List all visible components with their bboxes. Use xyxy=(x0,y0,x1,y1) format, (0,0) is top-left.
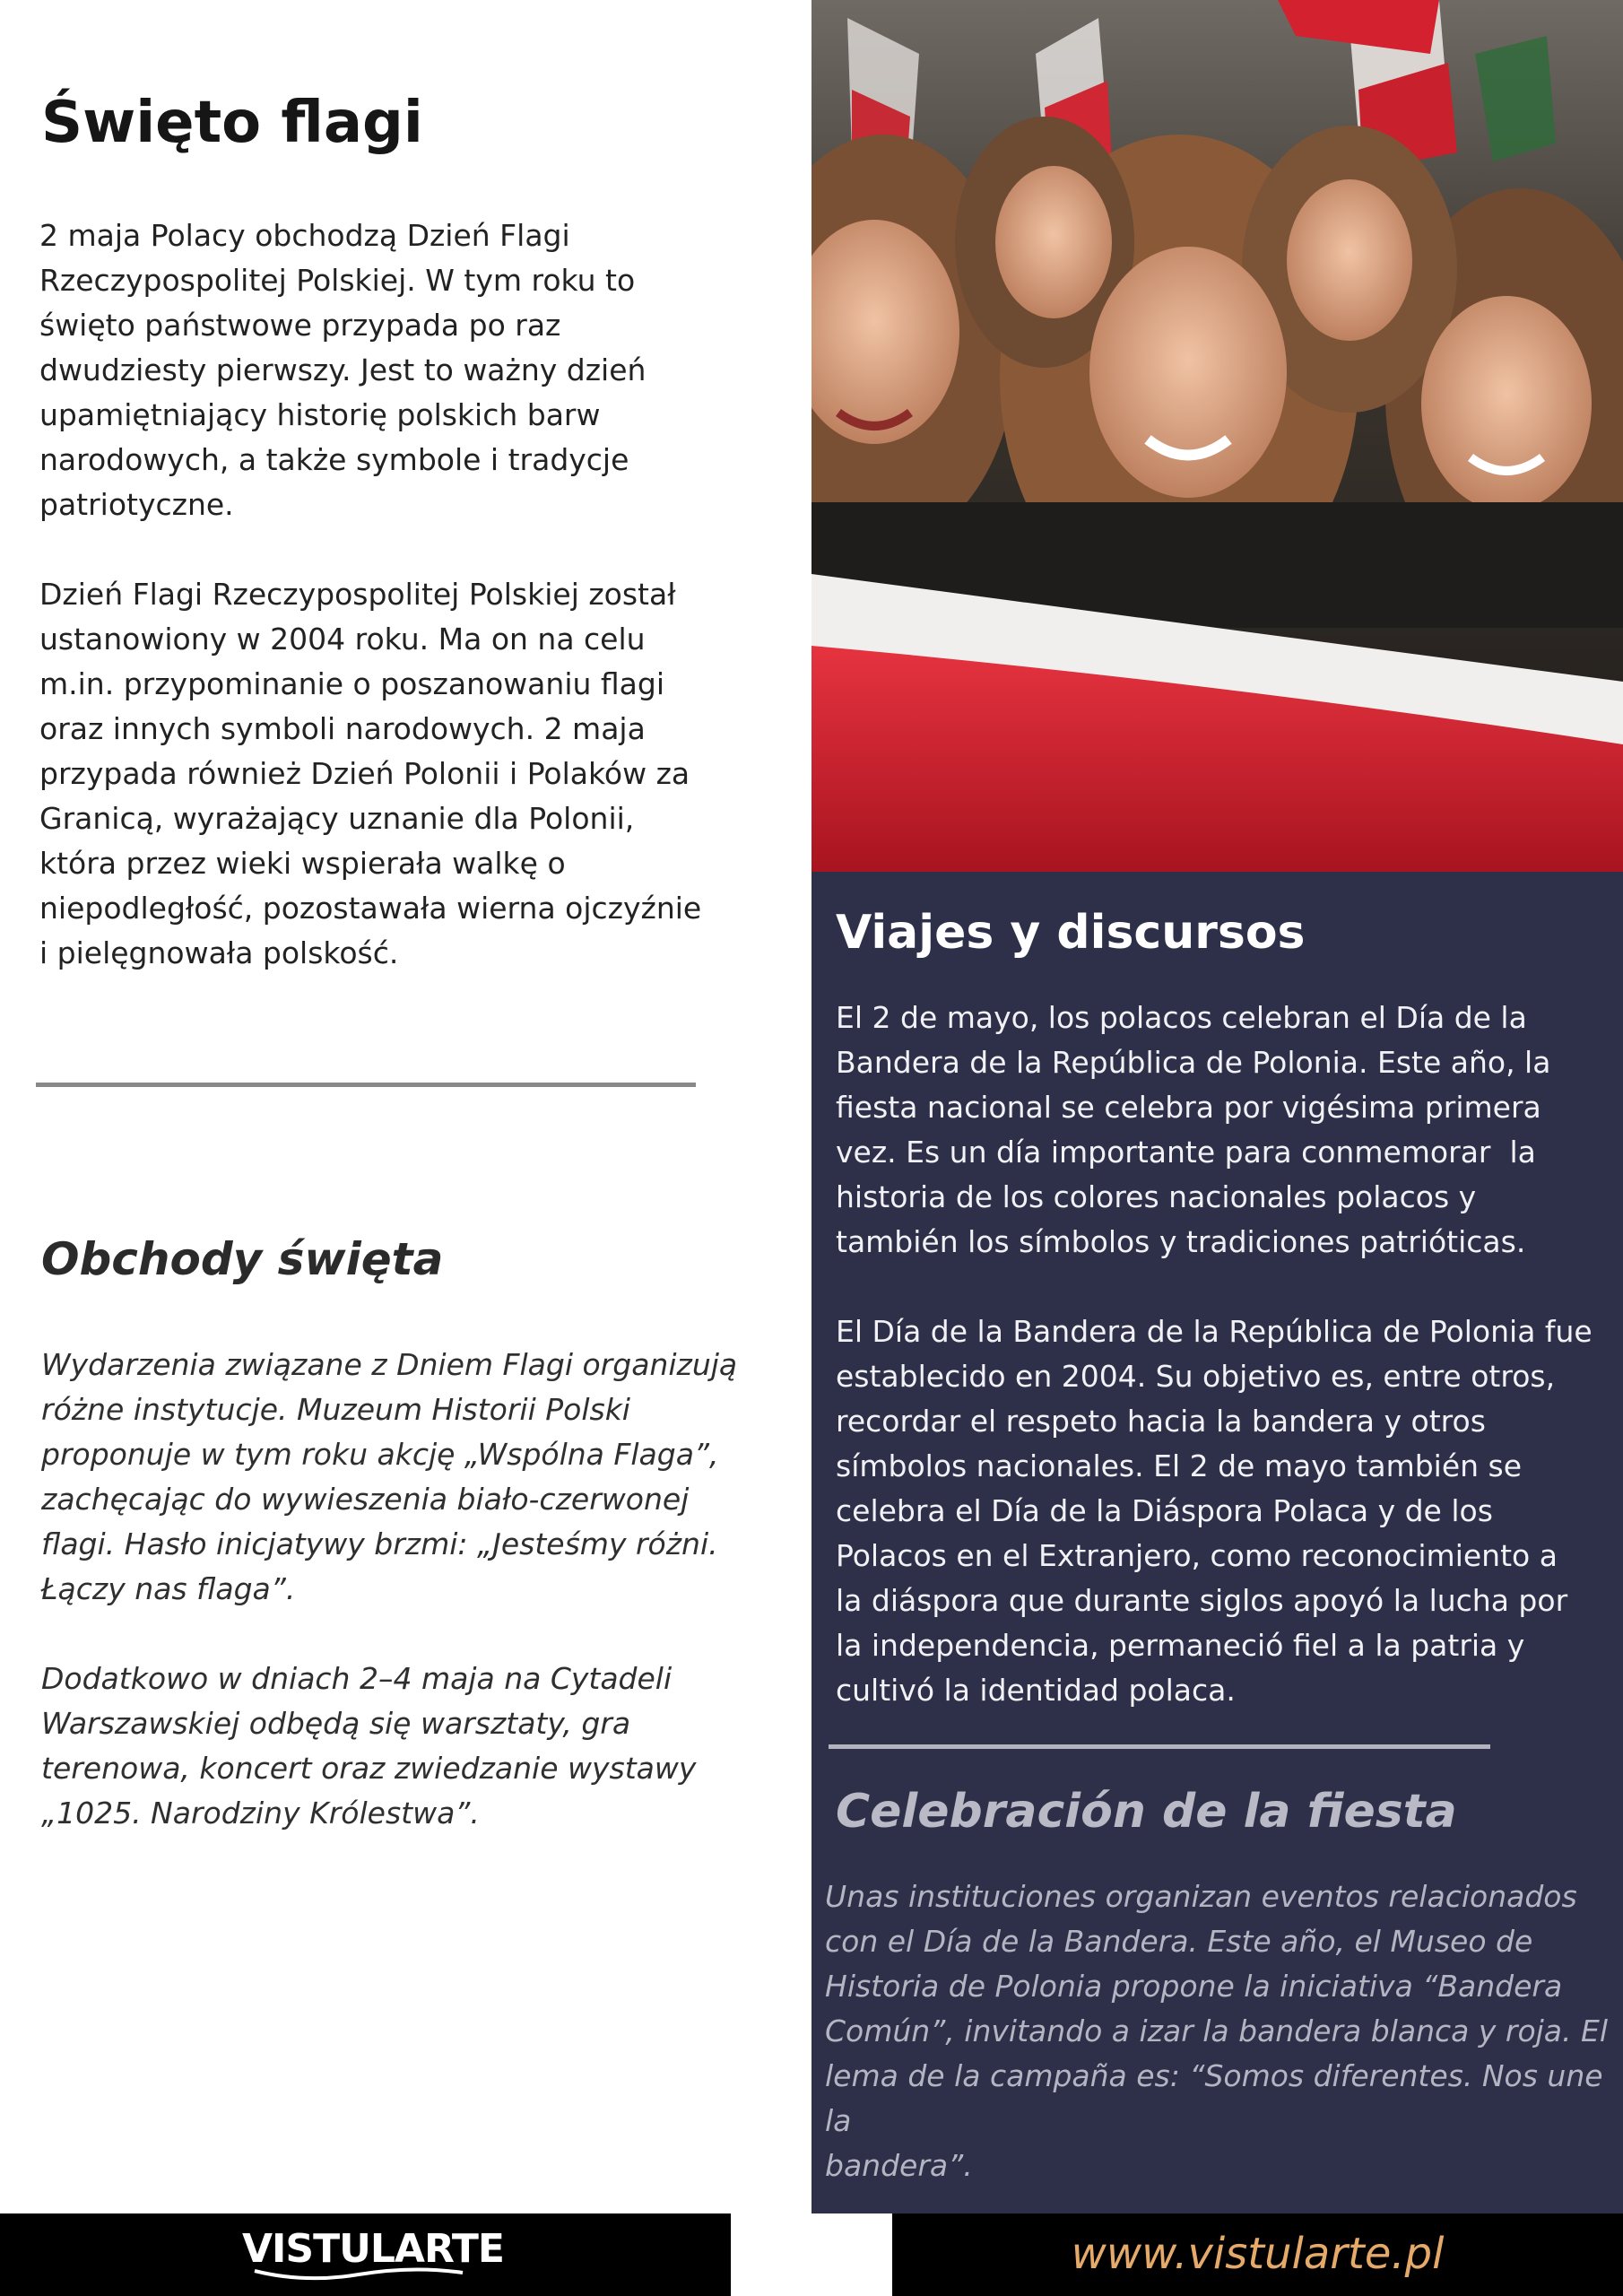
polish-italic-paragraph-2: Dodatkowo w dniach 2–4 maja na Cytadeli Warszawskiej odbędą się warsztaty, gra terenowa, koncert oraz zwiedzanie wystawy „1025. Narodziny Królestwa”. xyxy=(41,1661,697,1831)
left-divider xyxy=(36,1083,696,1087)
polish-paragraph-1: 2 maja Polacy obchodzą Dzień Flagi Rzeczypospolitej Polskiej. W tym roku to święto państwowe przypada po raz dwudziesty pierwszy. Jest to ważny dzień upamiętniający historię polskich barw narodowych, a także symbole i tradycje patriotyczne. xyxy=(39,218,647,522)
spanish-italic-paragraph: Unas instituciones organizan eventos relacionados con el Día de la Bandera. Este año, el Museo de Historia de Polonia propone la iniciativa “Bandera Común”, invitando a izar la bandera blanca y roja. El lema de la campaña es: “Somos diferentes. Nos une la bandera”. xyxy=(825,1879,1609,2183)
vistularte-logo xyxy=(242,2222,504,2285)
polish-title: Święto flagi xyxy=(41,90,423,156)
spanish-paragraph-1: El 2 de mayo, los polacos celebran el Día de la Bandera de la República de Polonia. Este año, la fiesta nacional se celebra por vigésima primera vez. Es un día importante para conmemorar la historia de los colores nacionales polacos y también los símbolos y tradiciones patrióticas. xyxy=(836,1000,1551,1259)
polish-italic-paragraph-1: Wydarzenia związane z Dniem Flagi organizują różne instytucje. Muzeum Historii Polski proponuje w tym roku akcję „Wspólna Flaga”, zachęcając do wywieszenia biało-czerwonej flagi. Hasło inicjatywy brzmi: „Jesteśmy różni. Łączy nas flaga”. xyxy=(41,1347,738,1606)
website-link[interactable]: www.vistularte.pl xyxy=(1071,2229,1445,2279)
right-divider xyxy=(829,1744,1490,1749)
crowd-with-flag-photo xyxy=(812,0,1623,872)
polish-subtitle: Obchody święta xyxy=(41,1233,444,1285)
spanish-paragraph-2: El Día de la Bandera de la República de Polonia fue establecido en 2004. Su objetivo es, entre otros, recordar el respeto hacia la bandera y otros símbolos nacionales. El 2 de mayo también se celebra el Día de la Diáspora Polaca y de los Polacos en el Extranjero, como reconocimiento a la diáspora que durante siglos apoyó la lucha por la independencia, permaneció fiel a la patria y cultivó la identidad polaca. xyxy=(836,1314,1593,1708)
logo-text: VISTULARTE xyxy=(242,2226,504,2272)
footer-gap xyxy=(731,2213,892,2296)
logo-wave-icon xyxy=(251,2266,466,2283)
spanish-title: Viajes y discursos xyxy=(836,906,1306,960)
polish-paragraph-2: Dzień Flagi Rzeczypospolitej Polskiej został ustanowiony w 2004 roku. Ma on na celu m.in. przypominanie o poszanowaniu flagi oraz innych symboli narodowych. 2 maja przypada również Dzień Polonii i Polaków za Granicą, wyrażający uznanie dla Polonii, która przez wieki wspierała walkę o niepodległość, pozostawała wierna ojczyźnie i pielęgnowała polskość. xyxy=(39,577,702,970)
spanish-subtitle: Celebración de la fiesta xyxy=(836,1785,1457,1839)
